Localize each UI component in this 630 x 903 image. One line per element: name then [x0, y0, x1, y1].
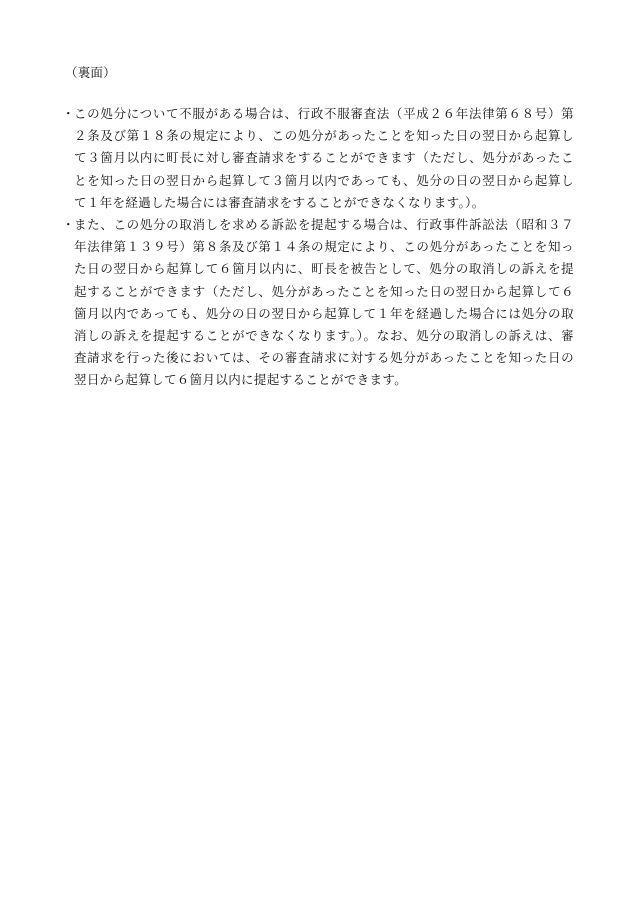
bullet-icon: ・	[62, 106, 75, 121]
bullet-icon: ・	[62, 217, 75, 233]
appeal-notice-text: この処分について不服がある場合は、行政不服審査法（平成２６年法律第６８号）第２条及び第１８条の規定により、この処分があったことを知った日の翌日から起算して３箇月以内に町長に対し審査請求をすることができます（ただし、処分があったことを知った日の翌日から起算して３箇月以内であっても、処分の日の翌日から起算して１年を経過した場合には審査請求をすることができなくなります。）。	[74, 106, 574, 210]
appeal-notice-item	[62, 103, 574, 214]
notice-list	[62, 103, 574, 392]
lawsuit-notice-item	[62, 214, 574, 392]
lawsuit-notice-text: また、この処分の取消しを求める訴訟を提起する場合は、行政事件訴訟法（昭和３７年法律第１３９号）第８条及び第１４条の規定により、この処分があったことを知った日の翌日から起算して６箇月以内に、町長を被告として、処分の取消しの訴えを提起することができます（ただし、処分があったことを知った日の翌日から起算して６箇月以内であっても、処分の日の翌日から起算して１年を経過した場合には処分の取消しの訴えを提起することができなくなります。）。なお、処分の取消しの訴えは、審査請求を行った後においては、その審査請求に対する処分があったことを知った日の翌日から起算して６箇月以内に提起することができます。	[74, 217, 574, 388]
reverse-side-heading: （裏面）	[65, 65, 116, 80]
